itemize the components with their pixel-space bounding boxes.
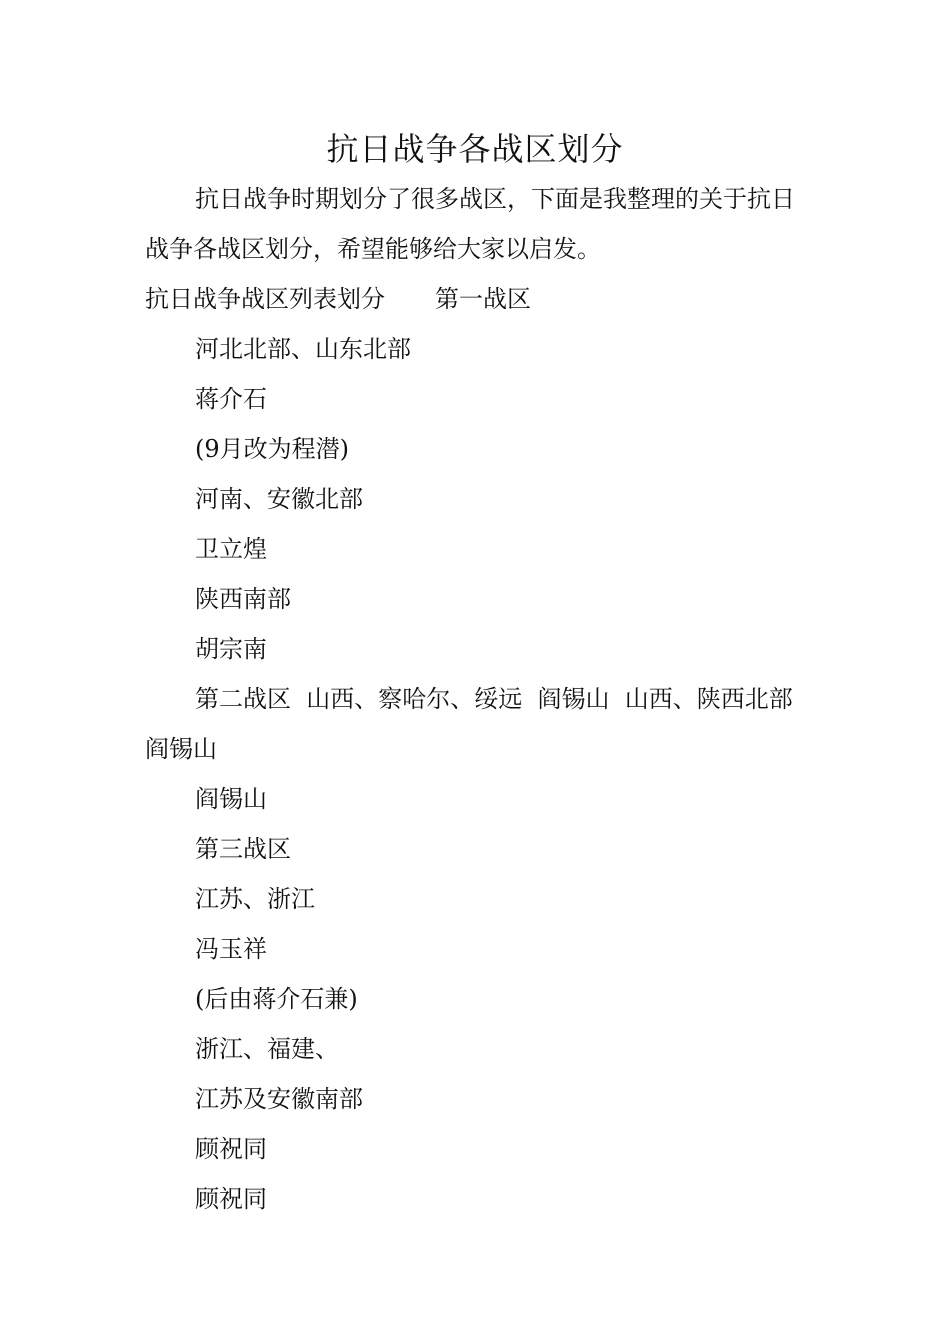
document-body — [145, 174, 809, 1224]
list-heading-right: 第一战区 — [435, 285, 531, 313]
second-zone-paragraph: 第二战区 山西、察哈尔、绥远 阎锡山 山西、陕西北部 阎锡山 — [145, 685, 809, 763]
text-line: 江苏及安徽南部 — [195, 1085, 363, 1113]
text-line: 胡宗南 — [195, 635, 267, 663]
list-heading — [145, 274, 805, 324]
text-line: 蒋介石 — [195, 385, 267, 413]
text-line: 冯玉祥 — [195, 935, 267, 963]
text-line: 江苏、浙江 — [195, 885, 315, 913]
text-line: 浙江、福建、 — [195, 1035, 339, 1063]
list-heading-left: 抗日战争战区列表划分 — [145, 285, 385, 313]
text-line: 卫立煌 — [195, 535, 267, 563]
text-line: 顾祝同 — [195, 1185, 267, 1213]
text-line: 顾祝同 — [195, 1135, 267, 1163]
text-line: 阎锡山 — [195, 785, 267, 813]
text-line: (9月改为程潜) — [195, 435, 349, 463]
text-line: 第三战区 — [195, 835, 291, 863]
intro-paragraph: 抗日战争时期划分了很多战区，下面是我整理的关于抗日战争各战区划分，希望能够给大家以启发。 — [145, 185, 795, 263]
text-line: 河北北部、山东北部 — [195, 335, 411, 363]
text-line: 陕西南部 — [195, 585, 291, 613]
document-title: 抗日战争各战区划分 — [326, 130, 624, 168]
text-line: (后由蒋介石兼) — [195, 985, 358, 1013]
text-line: 河南、安徽北部 — [195, 485, 363, 513]
